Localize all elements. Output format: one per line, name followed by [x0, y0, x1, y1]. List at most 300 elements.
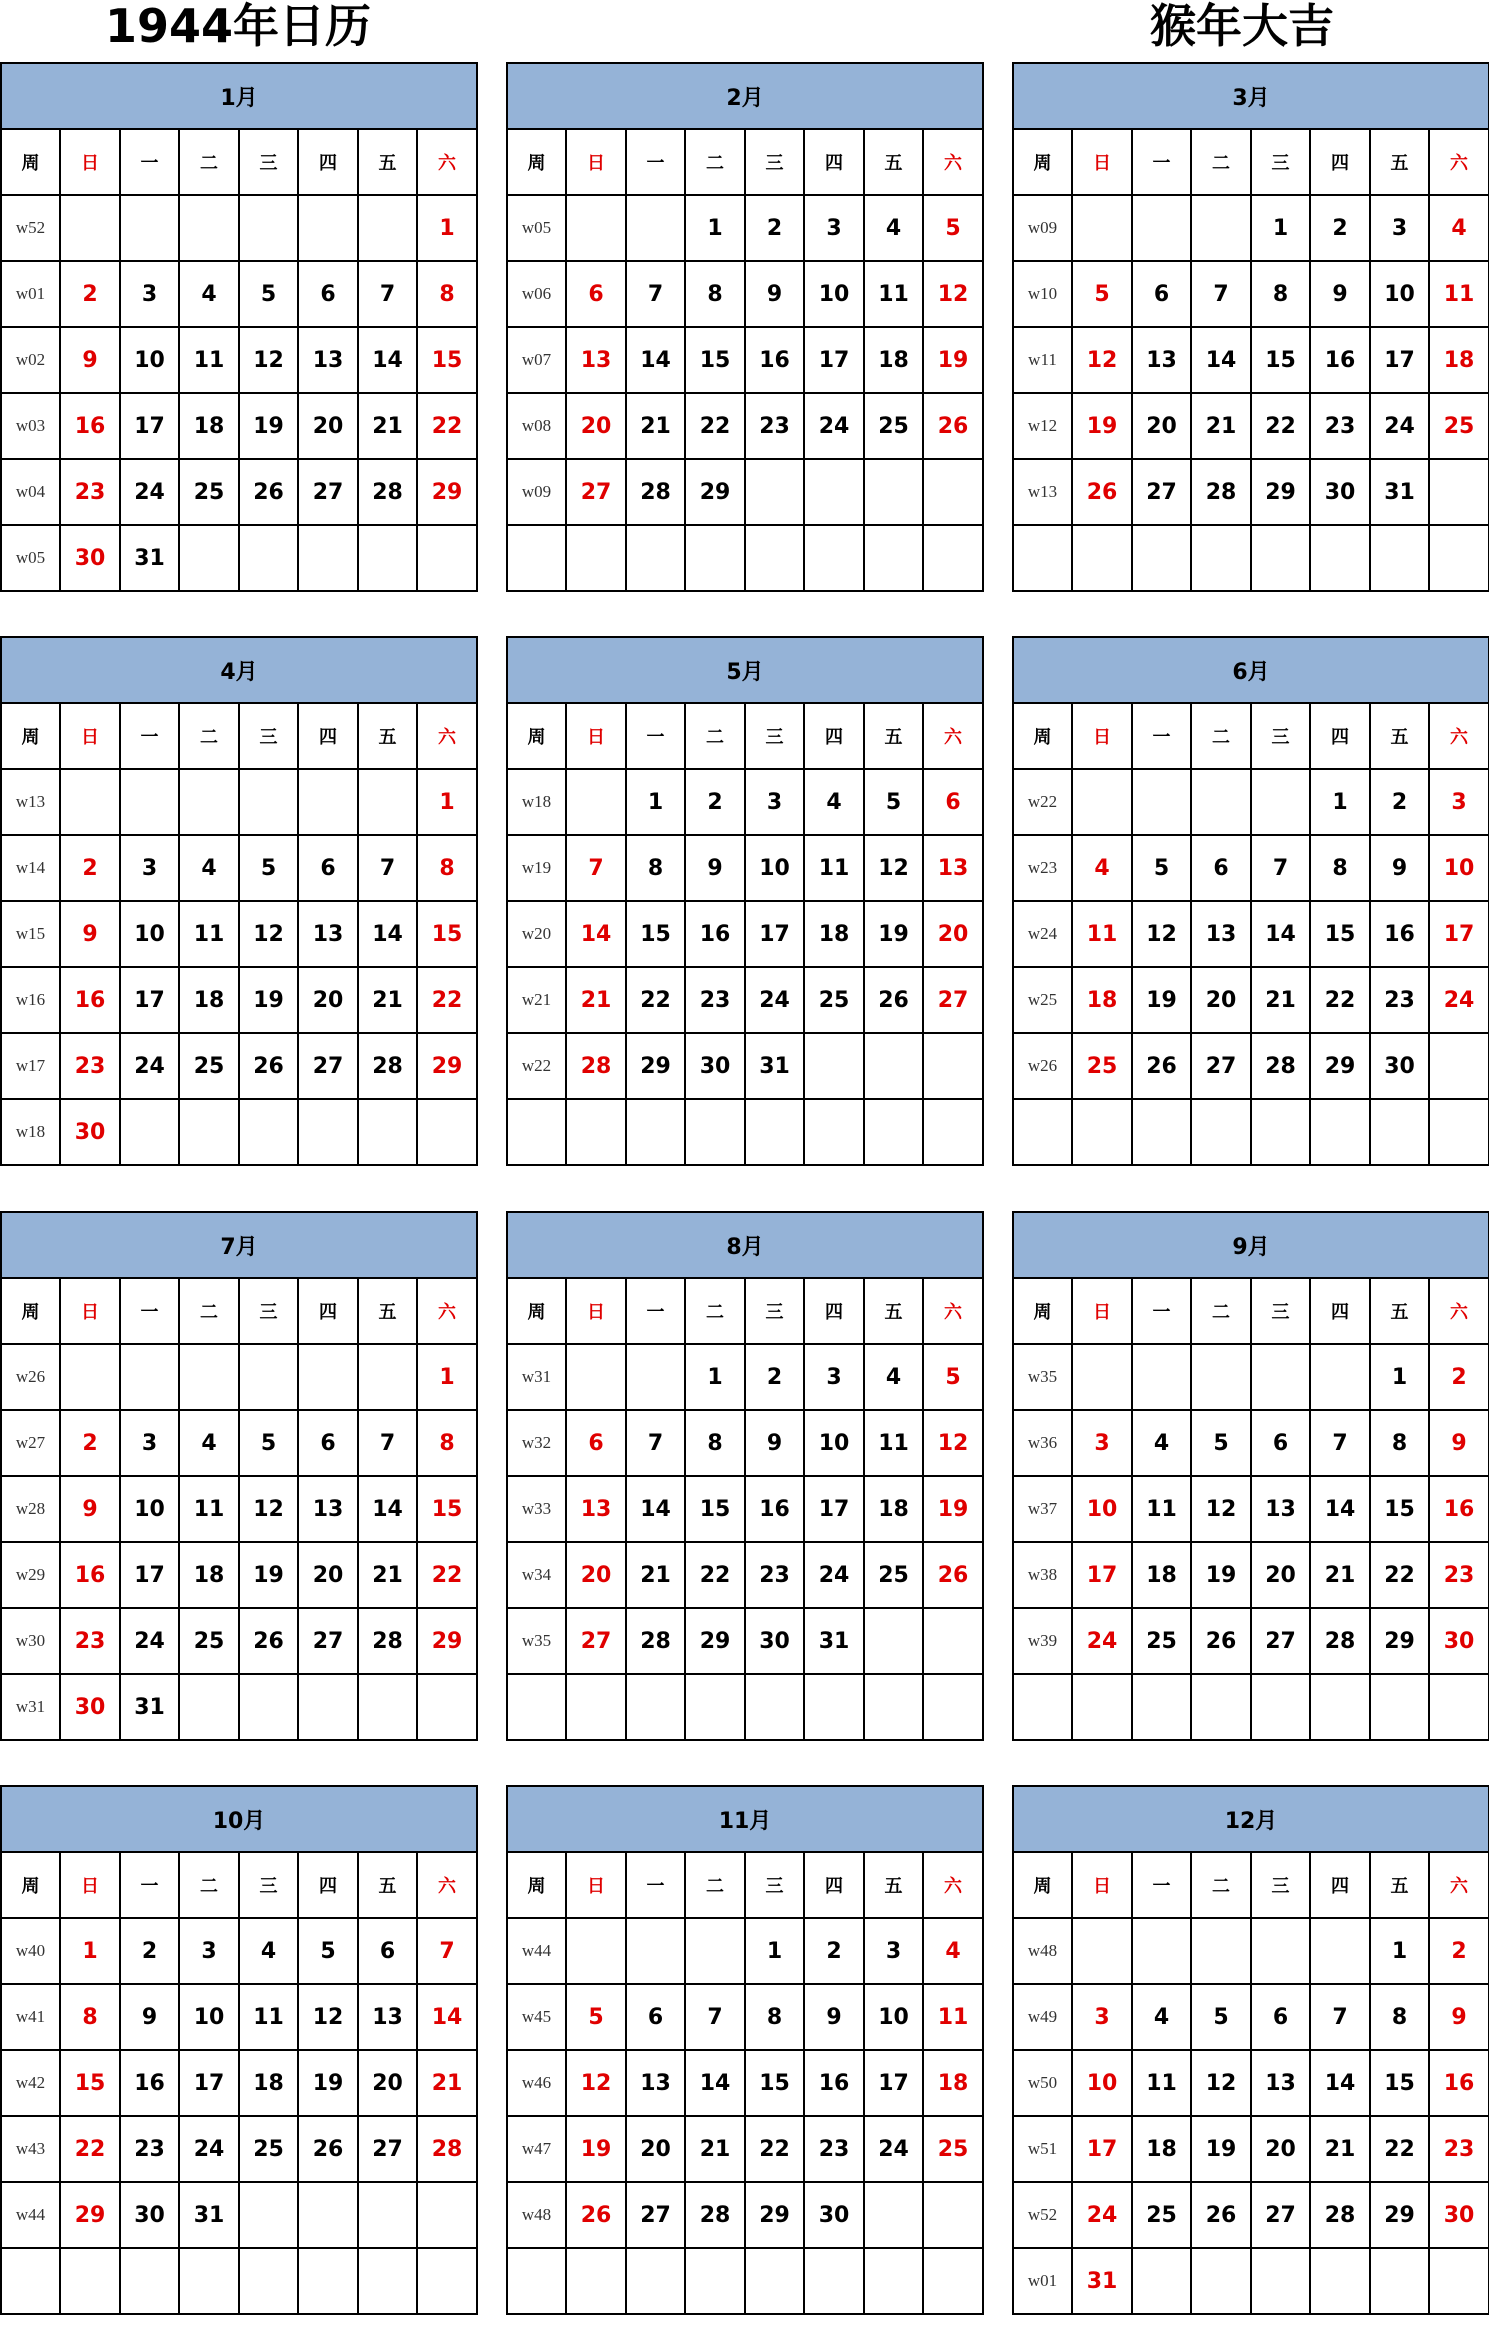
week-row [1013, 901, 1489, 967]
day-cell [566, 769, 626, 835]
day-cell: 30 [1429, 2182, 1489, 2248]
day-cell: 5 [1191, 1410, 1251, 1476]
week-number [507, 2248, 566, 2314]
week-row [1013, 1608, 1489, 1674]
day-cell: 21 [1310, 2116, 1370, 2182]
day-cell: 7 [1310, 1410, 1370, 1476]
day-cell: 21 [626, 1542, 685, 1608]
day-cell [566, 1674, 626, 1740]
day-cell: 3 [1072, 1410, 1132, 1476]
day-cell: 20 [566, 1542, 626, 1608]
day-cell: 13 [1251, 2050, 1310, 2116]
day-cell: 4 [804, 769, 864, 835]
week-number: w51 [1013, 2116, 1072, 2182]
day-cell: 17 [1072, 2116, 1132, 2182]
day-cell: 5 [239, 261, 298, 327]
day-cell: 20 [358, 2050, 417, 2116]
day-cell: 11 [1132, 2050, 1191, 2116]
day-cell: 29 [417, 459, 477, 525]
day-cell [1310, 1918, 1370, 1984]
day-cell: 24 [120, 1033, 179, 1099]
week-number [1013, 1099, 1072, 1165]
week-row [507, 1033, 983, 1099]
day-cell: 26 [239, 459, 298, 525]
week-number: w22 [507, 1033, 566, 1099]
day-cell: 24 [1370, 393, 1429, 459]
day-cell: 13 [566, 1476, 626, 1542]
weekday-header: 二 [1191, 703, 1251, 769]
month-title: 4月 [1, 637, 477, 703]
week-column-header: 周 [1013, 129, 1072, 195]
day-cell [1429, 1033, 1489, 1099]
weekday-header: 五 [358, 129, 417, 195]
day-cell [745, 1099, 804, 1165]
day-cell [1132, 195, 1191, 261]
day-cell [120, 1344, 179, 1410]
day-cell: 29 [1370, 1608, 1429, 1674]
day-cell: 20 [1251, 1542, 1310, 1608]
week-number: w21 [507, 967, 566, 1033]
weekday-header: 三 [1251, 703, 1310, 769]
day-cell: 9 [60, 1476, 120, 1542]
week-row [1013, 393, 1489, 459]
day-cell: 8 [417, 835, 477, 901]
day-cell: 23 [1429, 2116, 1489, 2182]
day-cell: 29 [1310, 1033, 1370, 1099]
day-cell [239, 2248, 298, 2314]
day-cell: 3 [120, 835, 179, 901]
month-calendar [1012, 1785, 1488, 2315]
weekday-header: 六 [417, 703, 477, 769]
day-cell [566, 195, 626, 261]
day-cell [1132, 1099, 1191, 1165]
week-column-header: 周 [507, 129, 566, 195]
day-cell [864, 1033, 923, 1099]
day-cell: 19 [864, 901, 923, 967]
day-cell [745, 525, 804, 591]
week-number: w03 [1, 393, 60, 459]
day-cell: 8 [417, 261, 477, 327]
week-number: w33 [507, 1476, 566, 1542]
month-title: 9月 [1013, 1212, 1489, 1278]
day-cell: 1 [1370, 1918, 1429, 1984]
day-cell [1132, 1344, 1191, 1410]
day-cell: 6 [1251, 1410, 1310, 1476]
day-cell [626, 1674, 685, 1740]
day-cell: 18 [179, 1542, 239, 1608]
day-cell: 26 [566, 2182, 626, 2248]
weekday-header: 二 [179, 129, 239, 195]
day-cell: 2 [685, 769, 745, 835]
day-cell: 20 [298, 1542, 358, 1608]
day-cell: 14 [626, 327, 685, 393]
day-cell: 31 [804, 1608, 864, 1674]
week-row [1, 459, 477, 525]
day-cell [923, 1674, 983, 1740]
day-cell: 12 [1132, 901, 1191, 967]
week-row [1, 1410, 477, 1476]
day-cell: 3 [120, 1410, 179, 1476]
day-cell [566, 1344, 626, 1410]
week-number: w45 [507, 1984, 566, 2050]
day-cell [298, 1344, 358, 1410]
day-cell: 14 [1310, 2050, 1370, 2116]
weekday-header: 三 [239, 1278, 298, 1344]
day-cell [120, 769, 179, 835]
weekday-header: 二 [685, 703, 745, 769]
day-cell: 16 [120, 2050, 179, 2116]
day-cell: 9 [1310, 261, 1370, 327]
week-number: w18 [1, 1099, 60, 1165]
day-cell: 25 [1132, 2182, 1191, 2248]
day-cell: 16 [1429, 2050, 1489, 2116]
day-cell: 15 [745, 2050, 804, 2116]
day-cell: 21 [1310, 1542, 1370, 1608]
week-number: w35 [507, 1608, 566, 1674]
day-cell: 14 [1251, 901, 1310, 967]
day-cell [1251, 525, 1310, 591]
month-calendar [506, 1785, 982, 2315]
day-cell: 18 [1429, 327, 1489, 393]
day-cell: 1 [1251, 195, 1310, 261]
weekday-header: 日 [60, 129, 120, 195]
day-cell [239, 769, 298, 835]
day-cell: 9 [685, 835, 745, 901]
week-number: w16 [1, 967, 60, 1033]
day-cell: 14 [1310, 1476, 1370, 1542]
day-cell: 20 [626, 2116, 685, 2182]
month-calendar [506, 62, 982, 592]
day-cell [864, 2182, 923, 2248]
day-cell [1429, 2248, 1489, 2314]
week-number: w26 [1, 1344, 60, 1410]
day-cell: 4 [179, 1410, 239, 1476]
day-cell: 9 [745, 261, 804, 327]
month-title: 7月 [1, 1212, 477, 1278]
week-row [507, 327, 983, 393]
day-cell: 24 [1429, 967, 1489, 1033]
day-cell: 28 [626, 1608, 685, 1674]
weekday-header: 六 [923, 703, 983, 769]
weekday-header: 五 [864, 703, 923, 769]
week-number: w26 [1013, 1033, 1072, 1099]
day-cell: 24 [864, 2116, 923, 2182]
day-cell: 1 [745, 1918, 804, 1984]
day-cell: 26 [1132, 1033, 1191, 1099]
week-number: w13 [1013, 459, 1072, 525]
week-row [1, 393, 477, 459]
day-cell: 7 [358, 1410, 417, 1476]
day-cell: 9 [60, 901, 120, 967]
day-cell: 5 [239, 835, 298, 901]
day-cell [864, 459, 923, 525]
day-cell [566, 2248, 626, 2314]
week-row [1, 967, 477, 1033]
day-cell: 11 [239, 1984, 298, 2050]
day-cell: 13 [566, 327, 626, 393]
day-cell: 22 [1251, 393, 1310, 459]
week-row [1013, 2182, 1489, 2248]
day-cell: 11 [179, 901, 239, 967]
day-cell: 19 [566, 2116, 626, 2182]
week-row [1013, 1099, 1489, 1165]
weekday-header: 日 [1072, 129, 1132, 195]
week-row [1, 525, 477, 591]
week-row [507, 835, 983, 901]
day-cell: 4 [1072, 835, 1132, 901]
day-cell: 13 [626, 2050, 685, 2116]
day-cell: 22 [745, 2116, 804, 2182]
week-row [1013, 1674, 1489, 1740]
weekday-header: 三 [745, 703, 804, 769]
weekday-header: 三 [745, 1278, 804, 1344]
week-row [507, 2182, 983, 2248]
week-row [1013, 2248, 1489, 2314]
weekday-header: 二 [179, 703, 239, 769]
week-row [1013, 2050, 1489, 2116]
day-cell: 28 [685, 2182, 745, 2248]
day-cell: 13 [1191, 901, 1251, 967]
day-cell: 13 [1251, 1476, 1310, 1542]
week-number: w50 [1013, 2050, 1072, 2116]
day-cell: 19 [1072, 393, 1132, 459]
day-cell [923, 459, 983, 525]
day-cell [864, 1099, 923, 1165]
weekday-header: 四 [298, 1278, 358, 1344]
day-cell [745, 459, 804, 525]
day-cell: 3 [1370, 195, 1429, 261]
day-cell: 21 [417, 2050, 477, 2116]
month-calendar [1012, 1211, 1488, 1741]
weekday-header: 一 [1132, 1278, 1191, 1344]
day-cell: 8 [417, 1410, 477, 1476]
day-cell: 7 [417, 1918, 477, 1984]
day-cell: 3 [179, 1918, 239, 1984]
day-cell: 12 [864, 835, 923, 901]
day-cell: 22 [417, 1542, 477, 1608]
day-cell: 23 [60, 1033, 120, 1099]
week-number: w35 [1013, 1344, 1072, 1410]
day-cell [298, 525, 358, 591]
day-cell: 19 [1191, 2116, 1251, 2182]
month-table [0, 636, 478, 1166]
day-cell: 4 [179, 261, 239, 327]
day-cell: 11 [804, 835, 864, 901]
day-cell: 16 [60, 1542, 120, 1608]
day-cell: 4 [864, 195, 923, 261]
week-row [1, 2116, 477, 2182]
weekday-header: 三 [239, 129, 298, 195]
day-cell: 18 [804, 901, 864, 967]
day-cell [804, 2248, 864, 2314]
day-cell: 10 [1072, 2050, 1132, 2116]
month-title: 3月 [1013, 63, 1489, 129]
day-cell [626, 1099, 685, 1165]
day-cell: 15 [60, 2050, 120, 2116]
day-cell: 24 [804, 393, 864, 459]
day-cell: 23 [120, 2116, 179, 2182]
day-cell [804, 1674, 864, 1740]
week-number: w48 [1013, 1918, 1072, 1984]
day-cell: 11 [1429, 261, 1489, 327]
week-number: w36 [1013, 1410, 1072, 1476]
day-cell [1191, 525, 1251, 591]
week-row [1, 2182, 477, 2248]
day-cell: 25 [864, 393, 923, 459]
week-row [507, 393, 983, 459]
day-cell: 30 [60, 525, 120, 591]
day-cell: 18 [864, 1476, 923, 1542]
week-column-header: 周 [507, 1278, 566, 1344]
day-cell: 2 [745, 195, 804, 261]
day-cell: 12 [923, 261, 983, 327]
day-cell [804, 459, 864, 525]
day-cell: 22 [1310, 967, 1370, 1033]
day-cell [864, 525, 923, 591]
day-cell [745, 2248, 804, 2314]
day-cell [417, 1099, 477, 1165]
week-number: w15 [1, 901, 60, 967]
day-cell: 24 [120, 1608, 179, 1674]
day-cell [923, 1033, 983, 1099]
day-cell: 23 [60, 1608, 120, 1674]
day-cell: 21 [358, 393, 417, 459]
day-cell: 17 [120, 1542, 179, 1608]
day-cell [298, 2182, 358, 2248]
week-row [1013, 835, 1489, 901]
day-cell [1370, 2248, 1429, 2314]
day-cell: 9 [120, 1984, 179, 2050]
day-cell: 11 [864, 261, 923, 327]
weekday-header: 四 [298, 703, 358, 769]
day-cell: 12 [239, 1476, 298, 1542]
week-number: w18 [507, 769, 566, 835]
day-cell: 30 [1429, 1608, 1489, 1674]
week-number [1013, 1674, 1072, 1740]
week-number: w05 [1, 525, 60, 591]
month-calendar [506, 636, 982, 1166]
day-cell: 5 [239, 1410, 298, 1476]
week-column-header: 周 [1013, 1278, 1072, 1344]
month-calendar [0, 1785, 476, 2315]
day-cell [179, 2248, 239, 2314]
day-cell: 19 [1191, 1542, 1251, 1608]
week-row [507, 967, 983, 1033]
day-cell: 3 [804, 1344, 864, 1410]
weekday-header: 六 [923, 1852, 983, 1918]
day-cell [239, 1674, 298, 1740]
day-cell: 29 [1370, 2182, 1429, 2248]
weekday-header: 日 [1072, 703, 1132, 769]
week-row [1013, 195, 1489, 261]
week-number: w52 [1, 195, 60, 261]
day-cell: 13 [358, 1984, 417, 2050]
month-table [0, 1785, 478, 2315]
month-title: 6月 [1013, 637, 1489, 703]
day-cell [298, 2248, 358, 2314]
week-column-header: 周 [1, 703, 60, 769]
weekday-header: 六 [923, 1278, 983, 1344]
day-cell: 30 [804, 2182, 864, 2248]
week-row [507, 901, 983, 967]
week-number: w31 [507, 1344, 566, 1410]
day-cell [1072, 195, 1132, 261]
day-cell: 3 [1072, 1984, 1132, 2050]
month-calendar [0, 636, 476, 1166]
weekday-header: 二 [179, 1278, 239, 1344]
day-cell: 25 [239, 2116, 298, 2182]
day-cell [239, 195, 298, 261]
weekday-header: 四 [804, 129, 864, 195]
day-cell: 11 [1072, 901, 1132, 967]
day-cell: 1 [417, 769, 477, 835]
day-cell: 3 [864, 1918, 923, 1984]
day-cell: 14 [358, 1476, 417, 1542]
day-cell [358, 195, 417, 261]
day-cell [626, 1918, 685, 1984]
weekday-header: 四 [1310, 129, 1370, 195]
day-cell: 24 [120, 459, 179, 525]
day-cell [417, 525, 477, 591]
week-number: w13 [1, 769, 60, 835]
day-cell: 20 [566, 393, 626, 459]
day-cell: 7 [1310, 1984, 1370, 2050]
weekday-header: 四 [804, 1852, 864, 1918]
day-cell: 13 [1132, 327, 1191, 393]
day-cell: 15 [1251, 327, 1310, 393]
month-calendar [1012, 636, 1488, 1166]
day-cell [923, 525, 983, 591]
weekday-header: 五 [1370, 129, 1429, 195]
day-cell [298, 1099, 358, 1165]
day-cell: 6 [1251, 1984, 1310, 2050]
week-row [507, 1918, 983, 1984]
week-number: w29 [1, 1542, 60, 1608]
week-row [1013, 261, 1489, 327]
day-cell: 14 [566, 901, 626, 967]
day-cell: 21 [626, 393, 685, 459]
day-cell: 21 [1191, 393, 1251, 459]
week-row [507, 195, 983, 261]
day-cell: 14 [358, 327, 417, 393]
day-cell [1429, 459, 1489, 525]
day-cell: 27 [298, 1608, 358, 1674]
day-cell [1370, 1674, 1429, 1740]
month-table [506, 1785, 984, 2315]
day-cell: 27 [358, 2116, 417, 2182]
day-cell: 2 [1429, 1918, 1489, 1984]
day-cell: 22 [417, 393, 477, 459]
day-cell: 13 [923, 835, 983, 901]
week-number: w23 [1013, 835, 1072, 901]
day-cell: 8 [1310, 835, 1370, 901]
day-cell: 9 [1370, 835, 1429, 901]
day-cell: 21 [566, 967, 626, 1033]
weekday-header: 四 [1310, 1278, 1370, 1344]
weekday-header: 六 [923, 129, 983, 195]
day-cell: 10 [864, 1984, 923, 2050]
day-cell: 31 [1072, 2248, 1132, 2314]
week-number: w27 [1, 1410, 60, 1476]
day-cell [120, 2248, 179, 2314]
weekday-header: 日 [566, 703, 626, 769]
week-number: w22 [1013, 769, 1072, 835]
day-cell: 8 [685, 1410, 745, 1476]
day-cell: 18 [923, 2050, 983, 2116]
day-cell: 11 [179, 1476, 239, 1542]
day-cell: 7 [626, 261, 685, 327]
day-cell [1429, 525, 1489, 591]
